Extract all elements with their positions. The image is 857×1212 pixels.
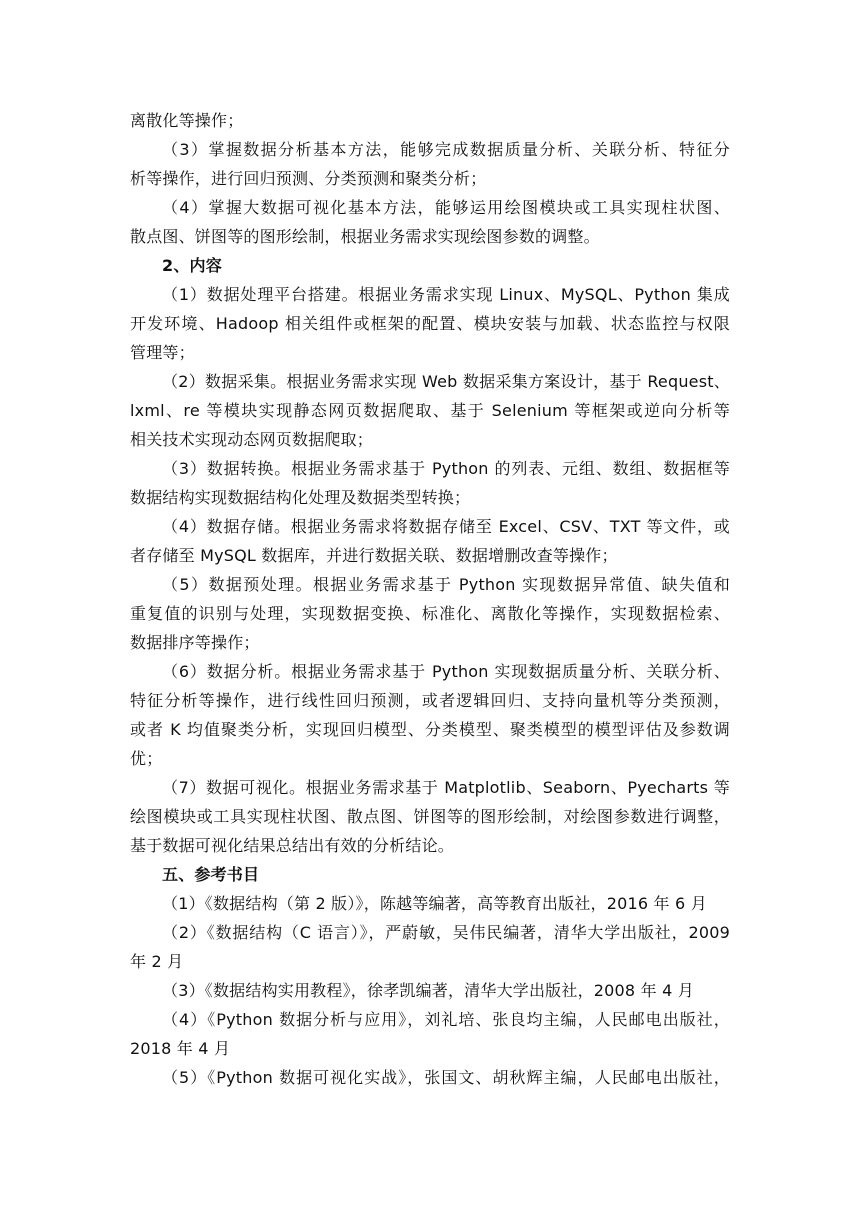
text-line: （5）《Python 数据可视化实战》，张国文、胡秋辉主编，人民邮电出版社， bbox=[162, 1068, 730, 1087]
text-line: 特征分析等操作，进行线性回归预测，或者逻辑回归、支持向量机等分类预测， bbox=[130, 691, 730, 710]
text-line: 基于数据可视化结果总结出有效的分析结论。 bbox=[130, 836, 455, 855]
text-line: lxml、re 等模块实现静态网页数据爬取、基于 Selenium 等框架或逆向分析等 bbox=[130, 401, 730, 420]
text-line: 优； bbox=[130, 749, 163, 768]
text-line: 2018 年 4 月 bbox=[130, 1039, 231, 1058]
text-line: （4）《Python 数据分析与应用》，刘礼培、张良均主编，人民邮电出版社， bbox=[162, 1010, 730, 1029]
text-line: （1）数据处理平台搭建。根据业务需求实现 Linux、MySQL、Python 集成 bbox=[162, 285, 730, 304]
text-line: 重复值的识别与处理，实现数据变换、标准化、离散化等操作，实现数据检索、 bbox=[130, 604, 730, 623]
section-heading: 2、内容 bbox=[162, 256, 222, 275]
text-line: 绘图模块或工具实现柱状图、散点图、饼图等的图形绘制，对绘图参数进行调整， bbox=[130, 807, 730, 826]
text-line: 离散化等操作； bbox=[130, 111, 244, 130]
section-heading: 五、参考书目 bbox=[162, 865, 260, 884]
text-line: 数据排序等操作； bbox=[130, 633, 260, 652]
text-line: 者存储至 MySQL 数据库，并进行数据关联、数据增删改查等操作； bbox=[130, 546, 618, 565]
text-line: 管理等； bbox=[130, 343, 195, 362]
text-line: （6）数据分析。根据业务需求基于 Python 实现数据质量分析、关联分析、 bbox=[162, 662, 730, 681]
text-line: （4）数据存储。根据业务需求将数据存储至 Excel、CSV、TXT 等文件，或 bbox=[162, 517, 730, 536]
text-line: （2）数据采集。根据业务需求实现 Web 数据采集方案设计，基于 Request、 bbox=[162, 372, 730, 391]
text-line: 相关技术实现动态网页数据爬取； bbox=[130, 430, 374, 449]
document-body bbox=[130, 106, 730, 1092]
text-line: （2）《数据结构（C 语言）》，严蔚敏，吴伟民编著，清华大学出版社，2009 bbox=[162, 923, 730, 942]
text-line: （1）《数据结构（第 2 版）》，陈越等编著，高等教育出版社，2016 年 6 月 bbox=[162, 894, 707, 913]
text-line: 开发环境、Hadoop 相关组件或框架的配置、模块安装与加载、状态监控与权限 bbox=[130, 314, 730, 333]
text-line: 散点图、饼图等的图形绘制，根据业务需求实现绘图参数的调整。 bbox=[130, 227, 600, 246]
text-line: 年 2 月 bbox=[130, 952, 184, 971]
text-line: 数据结构实现数据结构化处理及数据类型转换； bbox=[130, 488, 471, 507]
text-line: （3）数据转换。根据业务需求基于 Python 的列表、元组、数组、数据框等 bbox=[162, 459, 730, 478]
text-line: （7）数据可视化。根据业务需求基于 Matplotlib、Seaborn、Pyecharts 等 bbox=[162, 778, 730, 797]
text-line: 或者 K 均值聚类分析，实现回归模型、分类模型、聚类模型的模型评估及参数调 bbox=[130, 720, 730, 739]
text-line: （4）掌握大数据可视化基本方法，能够运用绘图模块或工具实现柱状图、 bbox=[162, 198, 730, 217]
text-line: （5）数据预处理。根据业务需求基于 Python 实现数据异常值、缺失值和 bbox=[162, 575, 730, 594]
text-line: （3）掌握数据分析基本方法，能够完成数据质量分析、关联分析、特征分 bbox=[162, 140, 730, 159]
text-line: （3）《数据结构实用教程》，徐孝凯编著，清华大学出版社，2008 年 4 月 bbox=[162, 981, 694, 1000]
text-line: 析等操作，进行回归预测、分类预测和聚类分析； bbox=[130, 169, 487, 188]
